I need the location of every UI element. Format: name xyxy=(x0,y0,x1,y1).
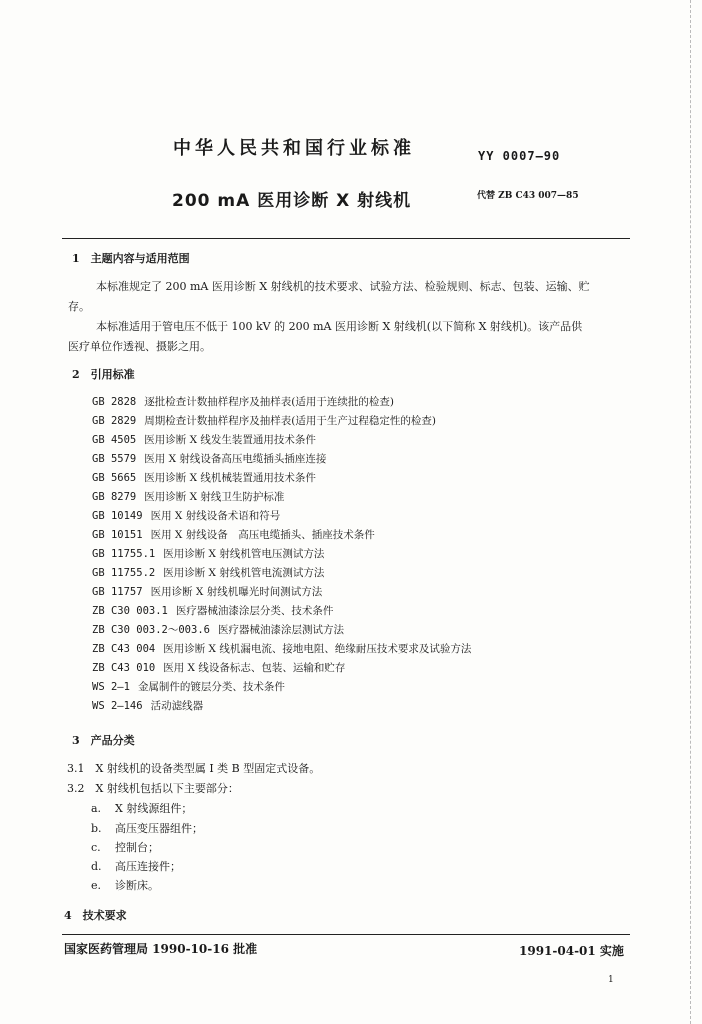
item-text: 控制台； xyxy=(115,841,159,854)
item-text: 高压连接件； xyxy=(115,860,181,873)
reference-title: 医用诊断 X 射线机管电流测试方法 xyxy=(163,567,325,579)
subclause-3-1: 3.1 X 射线机的设备类型属 I 类 B 型固定式设备。 xyxy=(67,762,321,775)
reference-title: 金属制件的镀层分类、技术条件 xyxy=(137,681,285,693)
reference-title: 医疗器械油漆涂层测试方法 xyxy=(217,624,344,636)
standard-number: YY 0007—90 xyxy=(478,149,561,163)
subclause-3-2: 3.2 X 射线机包括以下主要部分： xyxy=(67,782,239,795)
section-2-heading: 2 引用标准 xyxy=(72,368,135,381)
reference-title: 医用诊断 X 线机械装置通用技术条件 xyxy=(144,472,316,484)
item-text: X 射线源组件； xyxy=(115,802,193,815)
effective-date: 1991-04-01 实施 xyxy=(519,944,624,958)
reference-item xyxy=(92,641,471,656)
approval-text: 国家医药管理局 1990-10-16 批准 xyxy=(64,942,258,956)
footer-divider xyxy=(62,934,630,935)
replaces-standard: 代替 ZB C43 007—85 xyxy=(477,191,579,201)
reference-item xyxy=(92,527,375,542)
page-number: 1 xyxy=(608,975,614,985)
reference-code: ZB C43 010 xyxy=(92,662,156,674)
component-item xyxy=(91,800,192,816)
item-text: 诊断床。 xyxy=(115,879,159,892)
reference-title: 周期检查计数抽样程序及抽样表(适用于生产过程稳定性的检查) xyxy=(144,415,436,427)
item-label: b. xyxy=(91,822,102,835)
page-edge xyxy=(690,0,691,1024)
reference-item xyxy=(92,622,344,637)
reference-title: 医用 X 线设备标志、包装、运输和贮存 xyxy=(163,662,346,674)
reference-code: GB 11755.1 xyxy=(92,548,156,560)
item-label: c. xyxy=(91,841,101,854)
reference-title: 医用 X 射线设备术语和符号 xyxy=(150,510,281,522)
section-1-heading: 1 主题内容与适用范围 xyxy=(72,252,190,265)
section-4-heading: 4 技术要求 xyxy=(64,909,127,922)
reference-code: WS 2—1 xyxy=(92,681,130,693)
reference-code: GB 11755.2 xyxy=(92,567,156,579)
item-text: 高压变压器组件； xyxy=(115,822,203,835)
component-item xyxy=(91,858,181,874)
reference-title: 医用诊断 X 线发生装置通用技术条件 xyxy=(144,434,316,446)
reference-title: 医用 X 射线设备高压电缆插头插座连接 xyxy=(144,453,327,465)
section-1-para-1-line-1: 本标准规定了 200 mA 医用诊断 X 射线机的技术要求、试验方法、检验规则、标志、包装、运输、贮 xyxy=(96,280,590,293)
reference-title: 医疗器械油漆涂层分类、技术条件 xyxy=(175,605,334,617)
reference-code: WS 2—146 xyxy=(92,700,143,712)
reference-title: 医用诊断 X 射线机曝光时间测试方法 xyxy=(150,586,323,598)
component-item xyxy=(91,877,159,893)
reference-code: GB 11757 xyxy=(92,586,143,598)
reference-item xyxy=(92,679,285,694)
reference-item xyxy=(92,546,324,561)
reference-code: GB 2829 xyxy=(92,415,137,427)
reference-item xyxy=(92,489,284,504)
reference-item xyxy=(92,432,316,447)
item-label: a. xyxy=(91,802,102,815)
reference-code: GB 5579 xyxy=(92,453,137,465)
reference-item xyxy=(92,584,322,599)
reference-code: GB 10149 xyxy=(92,510,143,522)
item-label: e. xyxy=(91,879,102,892)
reference-item xyxy=(92,394,394,409)
reference-code: ZB C30 003.2～003.6 xyxy=(92,624,210,636)
header-divider xyxy=(62,238,630,239)
section-1-para-2-line-2: 医疗单位作透视、摄影之用。 xyxy=(68,340,211,353)
reference-code: GB 2828 xyxy=(92,396,137,408)
section-1-para-2-line-1: 本标准适用于管电压不低于 100 kV 的 200 mA 医用诊断 X 射线机(以下简称 X 射线机)。该产品供 xyxy=(96,320,583,333)
reference-item xyxy=(92,413,436,428)
reference-item xyxy=(92,508,280,523)
reference-title: 活动滤线器 xyxy=(150,700,204,712)
document-title: 200 mA 医用诊断 X 射线机 xyxy=(172,191,412,211)
reference-code: ZB C30 003.1 xyxy=(92,605,168,617)
reference-title: 医用 X 射线设备 高压电缆插头、插座技术条件 xyxy=(150,529,375,541)
component-item xyxy=(91,839,159,855)
reference-title: 医用诊断 X 线机漏电流、接地电阻、绝缘耐压技术要求及试验方法 xyxy=(163,643,472,655)
reference-title: 逐批检查计数抽样程序及抽样表(适用于连续批的检查) xyxy=(144,396,394,408)
reference-code: GB 4505 xyxy=(92,434,137,446)
reference-item xyxy=(92,698,203,713)
section-1-para-1-line-2: 存。 xyxy=(68,300,90,313)
reference-code: GB 5665 xyxy=(92,472,137,484)
reference-title: 医用诊断 X 射线机管电压测试方法 xyxy=(163,548,325,560)
reference-title: 医用诊断 X 射线卫生防护标准 xyxy=(144,491,285,503)
reference-item xyxy=(92,451,326,466)
reference-item xyxy=(92,470,316,485)
reference-item xyxy=(92,660,345,675)
standard-category-title: 中华人民共和国行业标准 xyxy=(173,138,415,159)
reference-code: GB 8279 xyxy=(92,491,137,503)
item-label: d. xyxy=(91,860,102,873)
reference-item xyxy=(92,565,324,580)
section-3-heading: 3 产品分类 xyxy=(72,734,135,747)
component-item xyxy=(91,820,203,836)
reference-code: GB 10151 xyxy=(92,529,143,541)
reference-code: ZB C43 004 xyxy=(92,643,156,655)
reference-item xyxy=(92,603,333,618)
